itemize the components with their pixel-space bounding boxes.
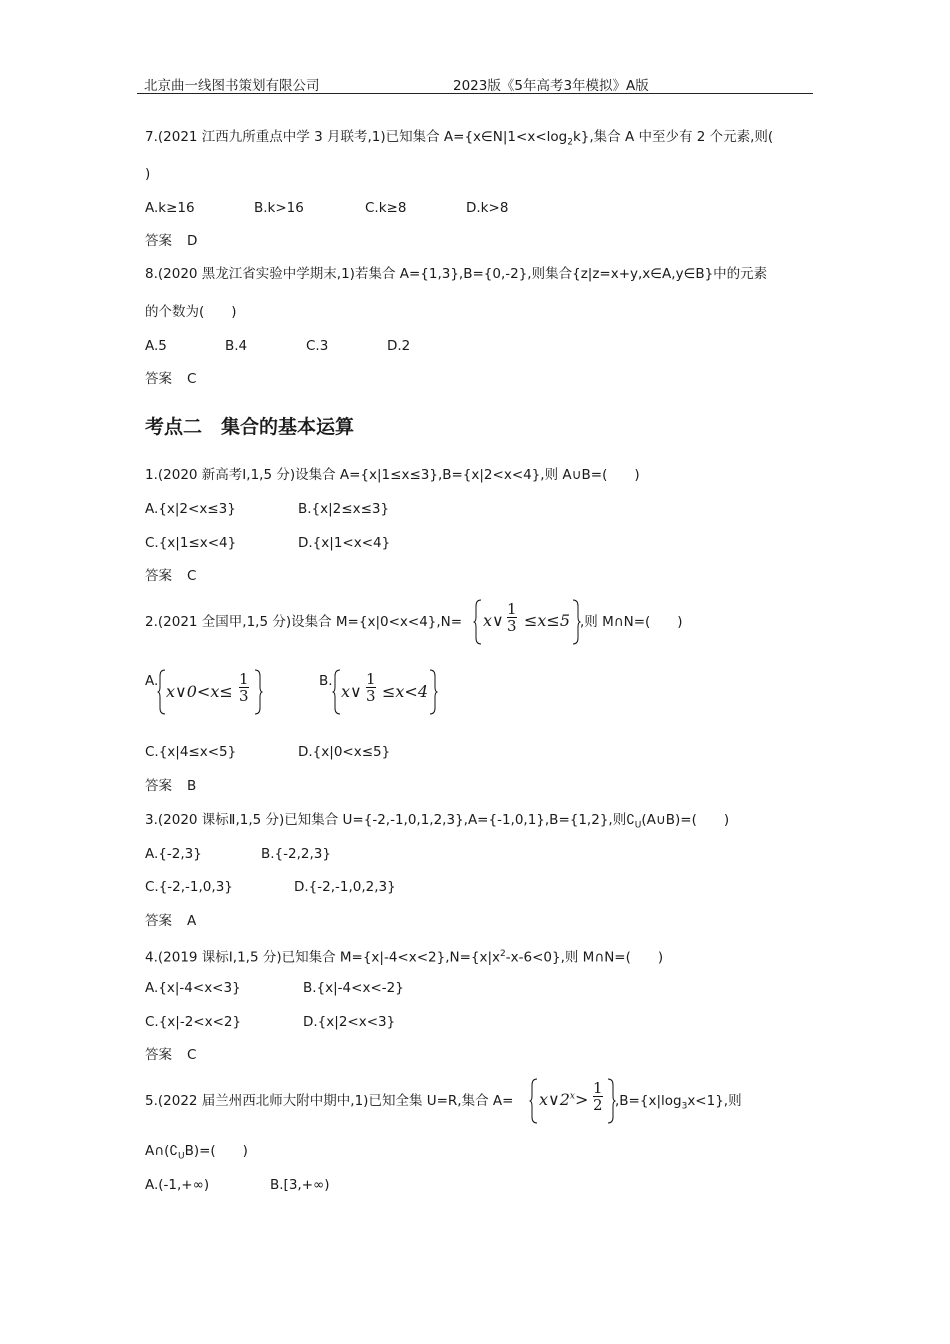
s4-answer: C: [187, 1047, 197, 1063]
q8-answer-label: 答案: [145, 371, 172, 387]
s4-answer-label: 答案: [145, 1047, 172, 1063]
s1-answer: C: [187, 568, 197, 584]
header-book-title: 2023版《5年高考3年模拟》A版: [453, 78, 649, 94]
header-divider: [137, 93, 813, 94]
s2-stem-tail: ,则 M∩N=( ): [580, 614, 683, 630]
s2-option-c: C.{x|4≤x<5}: [145, 744, 237, 760]
s3-option-c: C.{-2,-1,0,3}: [145, 879, 233, 895]
s1-answer-label: 答案: [145, 568, 172, 584]
q8-option-d: D.2: [387, 338, 411, 354]
q7-option-c: C.k≥8: [365, 200, 407, 216]
s2-n-fraction: 1 3: [507, 600, 517, 635]
s5-stem: 5.(2022 届兰州西北师大附中期中,1)已知全集 U=R,集合 A=: [145, 1093, 514, 1109]
q7-option-d: D.k>8: [466, 200, 509, 216]
s3-option-a: A.{-2,3}: [145, 846, 202, 862]
s4-option-c: C.{x|-2<x<2}: [145, 1014, 242, 1030]
s2-option-b-label: B.: [319, 673, 333, 689]
q8-option-a: A.5: [145, 338, 167, 354]
s5-option-a: A.(-1,+∞): [145, 1177, 210, 1193]
s1-option-b: B.{x|2≤x≤3}: [298, 501, 390, 517]
q8-option-b: B.4: [225, 338, 248, 354]
s1-option-a: A.{x|2<x≤3}: [145, 501, 236, 517]
section-title: 考点二 集合的基本运算: [145, 416, 355, 438]
s5-a-expr: $x\vee 2^x>$: [539, 1090, 589, 1109]
s2-option-b-right-brace: [428, 668, 438, 716]
s2-n-set-expr: x∨: [483, 611, 504, 630]
s1-option-d: D.{x|1<x<4}: [298, 535, 391, 551]
s2-option-a-right-brace: [253, 668, 263, 716]
s5-option-b: B.[3,+∞): [270, 1177, 330, 1193]
s4-option-d: D.{x|2<x<3}: [303, 1014, 396, 1030]
q8-option-c: C.3: [306, 338, 329, 354]
q8-answer: C: [187, 371, 197, 387]
s5-a-fraction: 1 2: [593, 1079, 603, 1114]
s5-stem-cont: $A\cap(∁_UB)=$( ): [145, 1143, 248, 1162]
s3-answer: A: [187, 913, 197, 929]
s2-option-d: D.{x|0<x≤5}: [298, 744, 391, 760]
s2-option-a-fraction: 1 3: [239, 670, 249, 705]
s1-option-c: C.{x|1≤x<4}: [145, 535, 237, 551]
s2-option-a-label: A.: [145, 673, 159, 689]
s3-stem: 3.(2020 课标Ⅱ,1,5 分)已知集合 U={-2,-1,0,1,2,3},A={-1,0,1},B={1,2},则$∁_U(A\cup B)=$( ): [145, 812, 730, 831]
s2-n-left-brace: [473, 598, 483, 646]
s4-option-a: A.{x|-4<x<3}: [145, 980, 241, 996]
s5-a-left-brace: [529, 1077, 539, 1125]
q8-stem: 8.(2020 黑龙江省实验中学期末,1)若集合 A={1,3},B={0,-2},则集合{z|z=x+y,x∈A,y∈B}中的元素: [145, 266, 768, 282]
header-publisher: 北京曲一线图书策划有限公司: [144, 78, 320, 94]
q8-stem-cont: 的个数为( ): [145, 304, 237, 320]
s1-stem: 1.(2020 新高考Ⅰ,1,5 分)设集合 A={x|1≤x≤3},B={x|2<x<4},则 A∪B=( ): [145, 467, 640, 483]
s2-answer-label: 答案: [145, 778, 172, 794]
s5-stem-tail: $,B=\{x|\log_3x<1\}$,则: [615, 1093, 742, 1112]
s3-option-d: D.{-2,-1,0,2,3}: [294, 879, 396, 895]
s3-answer-label: 答案: [145, 913, 172, 929]
q7-stem: 7.(2021 江西九所重点中学 3 月联考,1)已知集合 $A=\{x\in N|1<x<\log_2k\}$,集合 A 中至少有 2 个元素,则(: [145, 129, 774, 148]
s2-option-a-expr: x∨0<x≤: [166, 682, 233, 701]
s4-stem: 4.(2019 课标Ⅰ,1,5 分)已知集合 $M=\{x|-4<x<2\},N=\{x|x^2-x-6<0\}$,则 M∩N=( ): [145, 949, 664, 966]
s3-option-b: B.{-2,2,3}: [261, 846, 331, 862]
q7-stem-cont: ): [145, 166, 151, 182]
s2-option-b-bound: ≤x<4: [382, 682, 429, 701]
s2-answer: B: [187, 778, 197, 794]
s4-option-b: B.{x|-4<x<-2}: [303, 980, 404, 996]
s2-stem: 2.(2021 全国甲,1,5 分)设集合 M={x|0<x<4},N=: [145, 614, 463, 630]
q7-option-a: A.k≥16: [145, 200, 195, 216]
q7-answer: D: [187, 233, 198, 249]
q7-option-b: B.k>16: [254, 200, 304, 216]
q7-answer-label: 答案: [145, 233, 172, 249]
s2-n-set-bound: ≤x≤5: [524, 611, 571, 630]
s2-option-b-fraction: 1 3: [366, 670, 376, 705]
s2-option-b-expr: x∨: [341, 682, 362, 701]
